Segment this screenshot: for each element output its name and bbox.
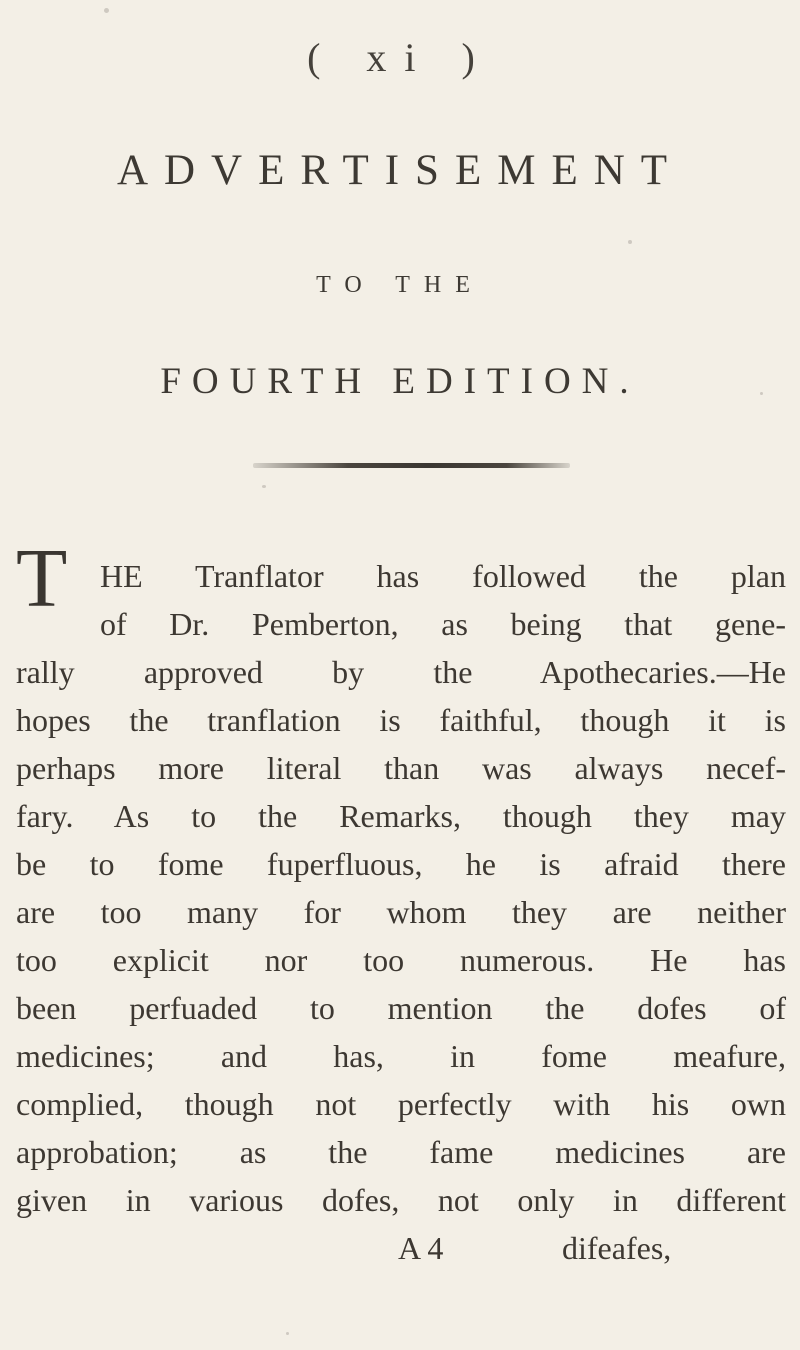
- paper-speck: [262, 485, 266, 488]
- text-line: HE Tranflator has followed the plan: [100, 558, 786, 594]
- text-line: complied, though not perfectly with his own: [16, 1086, 786, 1122]
- catchword: difeafes,: [562, 1230, 672, 1266]
- text-line: are too many for whom they are neither: [16, 894, 786, 930]
- text-line: given in various dofes, not only in different: [16, 1182, 786, 1218]
- text-line: hopes the tranflation is faithful, though it is: [16, 702, 786, 738]
- text-line: be to fome fuperfluous, he is afraid there: [16, 846, 786, 882]
- paper-speck: [286, 1332, 289, 1335]
- page-title: ADVERTISEMENT: [116, 147, 684, 194]
- text-line: of Dr. Pemberton, as being that gene-: [100, 606, 786, 642]
- text-line: medicines; and has, in fome meafure,: [16, 1038, 786, 1074]
- text-line: too explicit nor too numerous. He has: [16, 942, 786, 978]
- text-line: fary. As to the Remarks, though they may: [16, 798, 786, 834]
- drop-cap: T: [16, 532, 68, 625]
- text-line: perhaps more literal than was always necef-: [16, 750, 786, 786]
- paper-speck: [628, 240, 632, 244]
- text-line: approbation; as the fame medicines are: [16, 1134, 786, 1170]
- page-number: ( xi ): [307, 35, 493, 80]
- text-line: rally approved by the Apothecaries.—He: [16, 654, 786, 690]
- edition-heading: FOURTH EDITION.: [160, 361, 640, 402]
- signature-mark: A 4: [398, 1230, 444, 1266]
- text-line: been perfuaded to mention the dofes of: [16, 990, 786, 1026]
- paper-speck: [760, 392, 763, 395]
- paper-speck: [104, 8, 109, 13]
- subtitle: TO THE: [316, 272, 484, 298]
